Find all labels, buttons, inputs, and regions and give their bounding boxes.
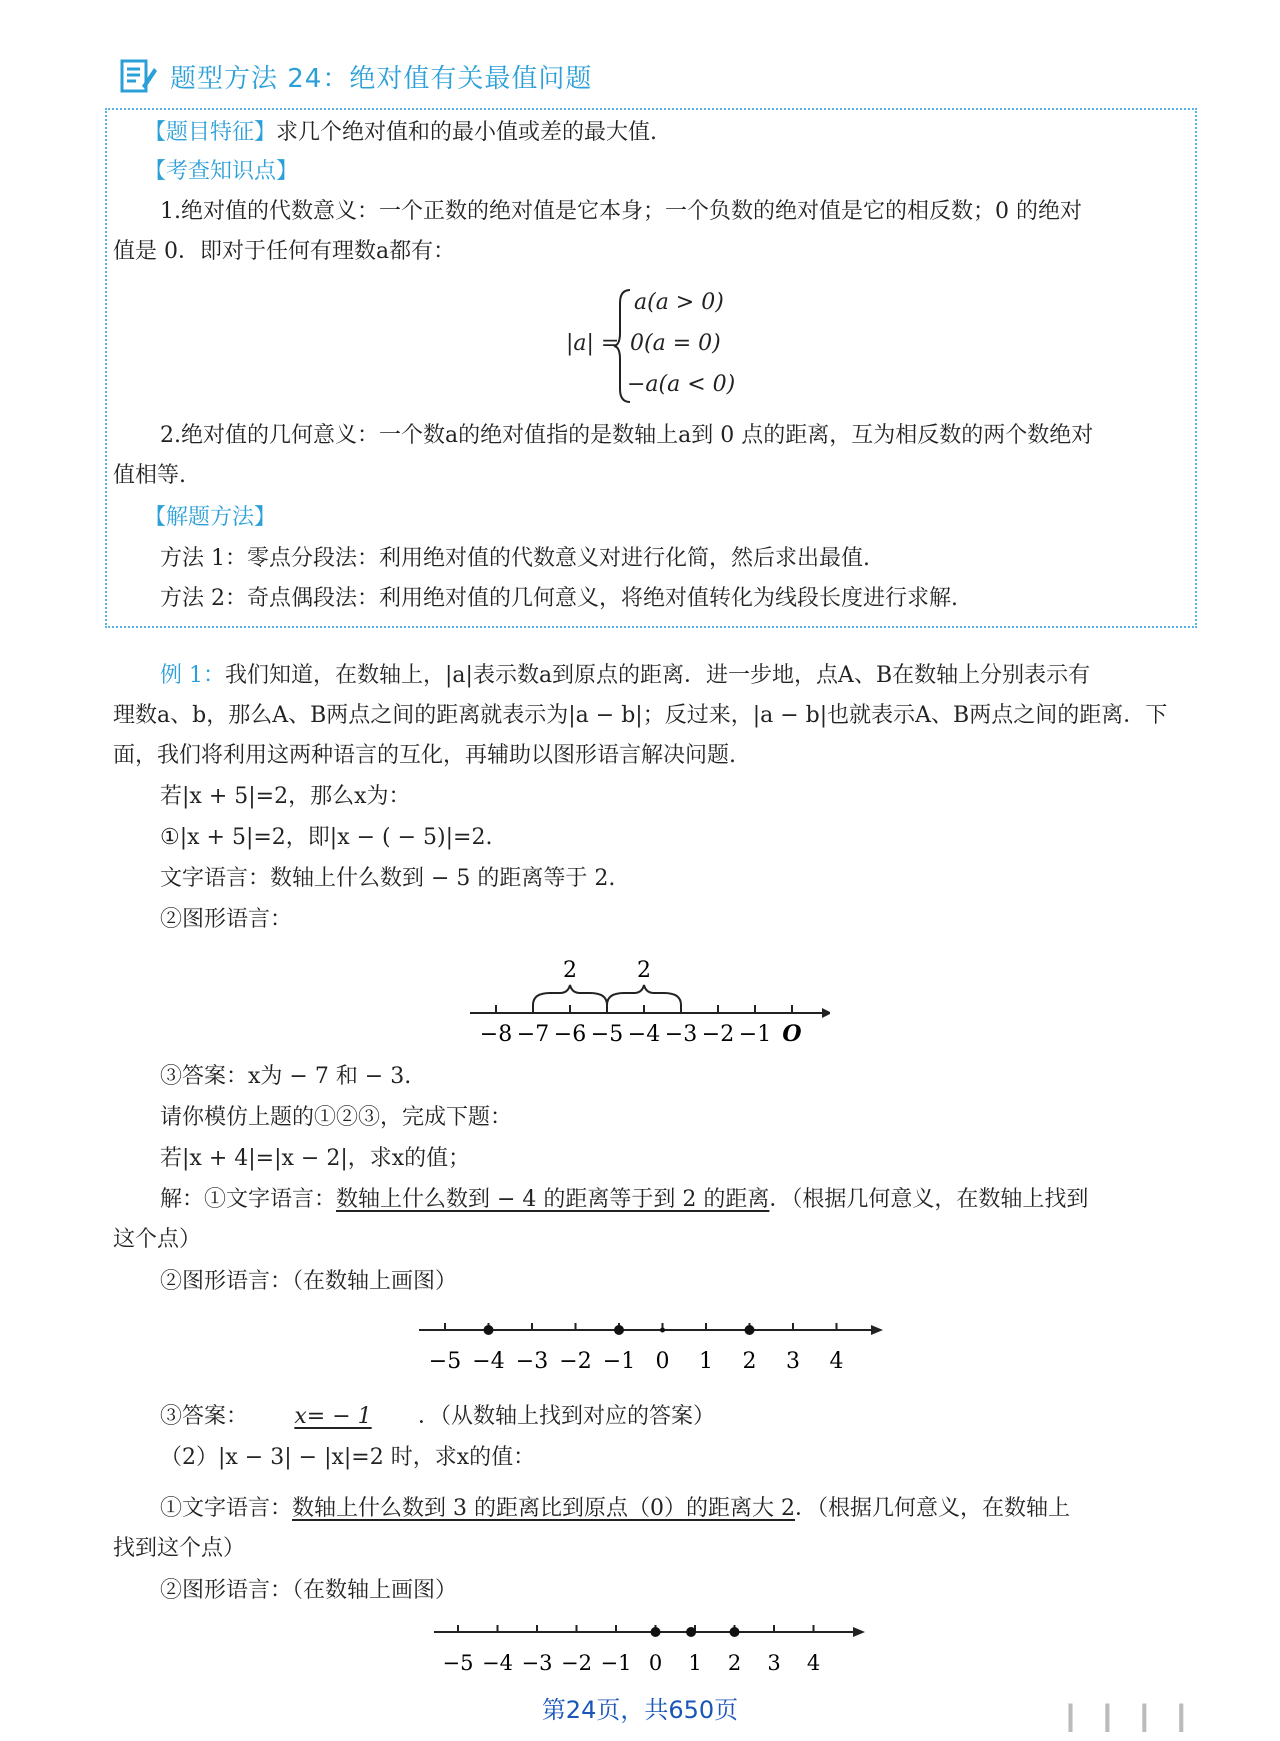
step-graph-language: ②图形语言： bbox=[160, 907, 293, 932]
method-2: 方法 2：奇点偶段法：利用绝对值的几何意义，将绝对值转化为线段长度进行求解. bbox=[160, 586, 958, 611]
example-line1 bbox=[160, 661, 1090, 691]
tick-label: −3 bbox=[515, 1349, 549, 1374]
brace-left bbox=[533, 985, 607, 1005]
formula-case-3: −a(a < 0) bbox=[627, 372, 736, 397]
solution-graph-prompt: ②图形语言：（在数轴上画图） bbox=[160, 1269, 458, 1294]
point-marker bbox=[614, 1325, 624, 1335]
algebraic-meaning-line2: 值是 0．即对于任何有理数a都有： bbox=[113, 239, 456, 264]
answer-value: x= − 1 bbox=[294, 1404, 372, 1429]
tick-label: −1 bbox=[600, 1651, 632, 1675]
tick-label: 0 bbox=[648, 1651, 663, 1675]
question-1: 若|x + 4|=|x − 2|，求x的值； bbox=[160, 1146, 471, 1171]
arrow-icon bbox=[853, 1627, 865, 1637]
arrow-icon bbox=[871, 1325, 883, 1335]
point-marker bbox=[651, 1627, 661, 1637]
imitate-prompt: 请你模仿上题的①②③，完成下题： bbox=[160, 1105, 513, 1130]
tick-label: −2 bbox=[559, 1349, 592, 1374]
tick-label: −3 bbox=[664, 1022, 698, 1047]
points-tag: 【考查知识点】 bbox=[144, 159, 299, 184]
brace-label-1: 2 bbox=[563, 958, 577, 983]
section-title bbox=[118, 54, 592, 98]
answer-line bbox=[160, 1402, 715, 1432]
tick-label: −4 bbox=[627, 1022, 661, 1047]
formula-case-1: a(a > 0) bbox=[634, 290, 724, 315]
number-line-1 bbox=[460, 955, 830, 1055]
point-marker bbox=[730, 1627, 740, 1637]
step-1: ①|x + 5|=2，即|x − ( − 5)|=2. bbox=[160, 825, 493, 850]
algebraic-meaning-line1: 1.绝对值的代数意义：一个正数的绝对值是它本身；一个负数的绝对值是它的相反数；0 的绝对 bbox=[160, 199, 1082, 224]
zoom-control-icon[interactable]: ▕▏▕▏▕▏▕▏ bbox=[1052, 1704, 1200, 1732]
number-line-3 bbox=[430, 1612, 870, 1682]
notepad-pencil-icon bbox=[118, 56, 158, 96]
method-1: 方法 1：零点分段法：利用绝对值的代数意义对进行化简，然后求出最值. bbox=[160, 546, 870, 571]
geometric-meaning-line2: 值相等. bbox=[113, 463, 186, 488]
feature-text: 求几个绝对值和的最小值或差的最大值. bbox=[276, 120, 658, 145]
solution-label: 解：①文字语言： bbox=[160, 1187, 337, 1212]
example-line2: 理数a、b，那么A、B两点之间的距离就表示为|a − b|；反过来，|a − b|也就表示A、B两点之间的距离．下 bbox=[113, 703, 1168, 728]
step-text-language: 文字语言：数轴上什么数到 − 5 的距离等于 2. bbox=[160, 866, 616, 891]
tick-label: 1 bbox=[699, 1349, 713, 1374]
answer-hint: ．（从数轴上找到对应的答案） bbox=[418, 1404, 716, 1429]
tick-label: −4 bbox=[482, 1651, 513, 1675]
tick-label: −1 bbox=[738, 1022, 772, 1047]
step-answer: ③答案：x为 − 7 和 − 3. bbox=[160, 1064, 412, 1089]
feature-tag: 【题目特征】 bbox=[144, 120, 277, 145]
q2-text-label: ①文字语言： bbox=[160, 1496, 293, 1521]
q2-text-line1 bbox=[160, 1494, 1070, 1524]
solution-hint: ．（根据几何意义，在数轴上找到 bbox=[769, 1187, 1089, 1212]
solution-text-line2: 这个点） bbox=[113, 1227, 202, 1252]
tick-label: −5 bbox=[442, 1651, 474, 1675]
tick-label: 3 bbox=[767, 1651, 781, 1675]
tick-label: 1 bbox=[688, 1651, 702, 1675]
tick-label: 4 bbox=[806, 1651, 821, 1675]
tick-label: −5 bbox=[428, 1349, 462, 1374]
q2-text-line2: 找到这个点） bbox=[113, 1536, 246, 1561]
solution-text-line1 bbox=[160, 1185, 1088, 1215]
tick-label: −1 bbox=[602, 1349, 636, 1374]
arrow-icon bbox=[822, 1008, 830, 1018]
tick-label: −6 bbox=[553, 1022, 587, 1047]
example-line3: 面，我们将利用这两种语言的互化，再辅助以图形语言解决问题. bbox=[113, 743, 736, 768]
brace-label-2: 2 bbox=[637, 958, 651, 983]
page-title: 题型方法 24：绝对值有关最值问题 bbox=[170, 63, 593, 94]
question-intro: 若|x + 5|=2，那么x为： bbox=[160, 784, 411, 809]
tick-label: −2 bbox=[561, 1651, 592, 1675]
tick-label: −3 bbox=[521, 1651, 553, 1675]
tick-label: −7 bbox=[516, 1022, 550, 1047]
q2-graph-prompt: ②图形语言：（在数轴上画图） bbox=[160, 1578, 458, 1603]
brace-right bbox=[607, 985, 681, 1005]
point-marker bbox=[745, 1325, 755, 1335]
tick-label: −8 bbox=[479, 1022, 513, 1047]
method-tag: 【解题方法】 bbox=[144, 505, 277, 530]
formula-case-2: 0(a = 0) bbox=[630, 331, 721, 356]
tick-label: 4 bbox=[829, 1349, 844, 1374]
answer-label: ③答案： bbox=[160, 1404, 249, 1429]
example-text-1: 我们知道，在数轴上，|a|表示数a到原点的距离．进一步地，点A、B在数轴上分别表示有 bbox=[225, 663, 1091, 688]
tick-label: 2 bbox=[742, 1349, 757, 1374]
tick-label: 2 bbox=[727, 1651, 742, 1675]
point-marker bbox=[484, 1325, 494, 1335]
q2-text-hint: ．（根据几何意义，在数轴上 bbox=[795, 1496, 1071, 1521]
feature-line bbox=[144, 118, 657, 148]
tick-label: −4 bbox=[472, 1349, 505, 1374]
tick-label: 3 bbox=[786, 1349, 800, 1374]
formula-lhs: |a| = bbox=[566, 331, 620, 356]
q2-text-answer: 数轴上什么数到 3 的距离比到原点（0）的距离大 2 bbox=[292, 1496, 795, 1521]
solution-answer-text: 数轴上什么数到 − 4 的距离等于到 2 的距离 bbox=[336, 1187, 770, 1212]
example-label: 例 1： bbox=[160, 663, 225, 688]
geometric-meaning-line1: 2.绝对值的几何意义：一个数a的绝对值指的是数轴上a到 0 点的距离，互为相反数的两个数绝对 bbox=[160, 423, 1094, 448]
tick-label: 0 bbox=[655, 1349, 670, 1374]
question-2: （2）|x − 3| − |x|=2 时，求x的值： bbox=[160, 1445, 536, 1470]
point-marker bbox=[660, 1328, 665, 1333]
tick-label: −2 bbox=[701, 1022, 735, 1047]
tick-label: O bbox=[782, 1021, 802, 1047]
point-marker bbox=[686, 1627, 696, 1637]
number-line-2 bbox=[415, 1310, 885, 1380]
page-indicator: 第24页，共650页 bbox=[541, 1696, 739, 1724]
tick-label: −5 bbox=[590, 1022, 624, 1047]
